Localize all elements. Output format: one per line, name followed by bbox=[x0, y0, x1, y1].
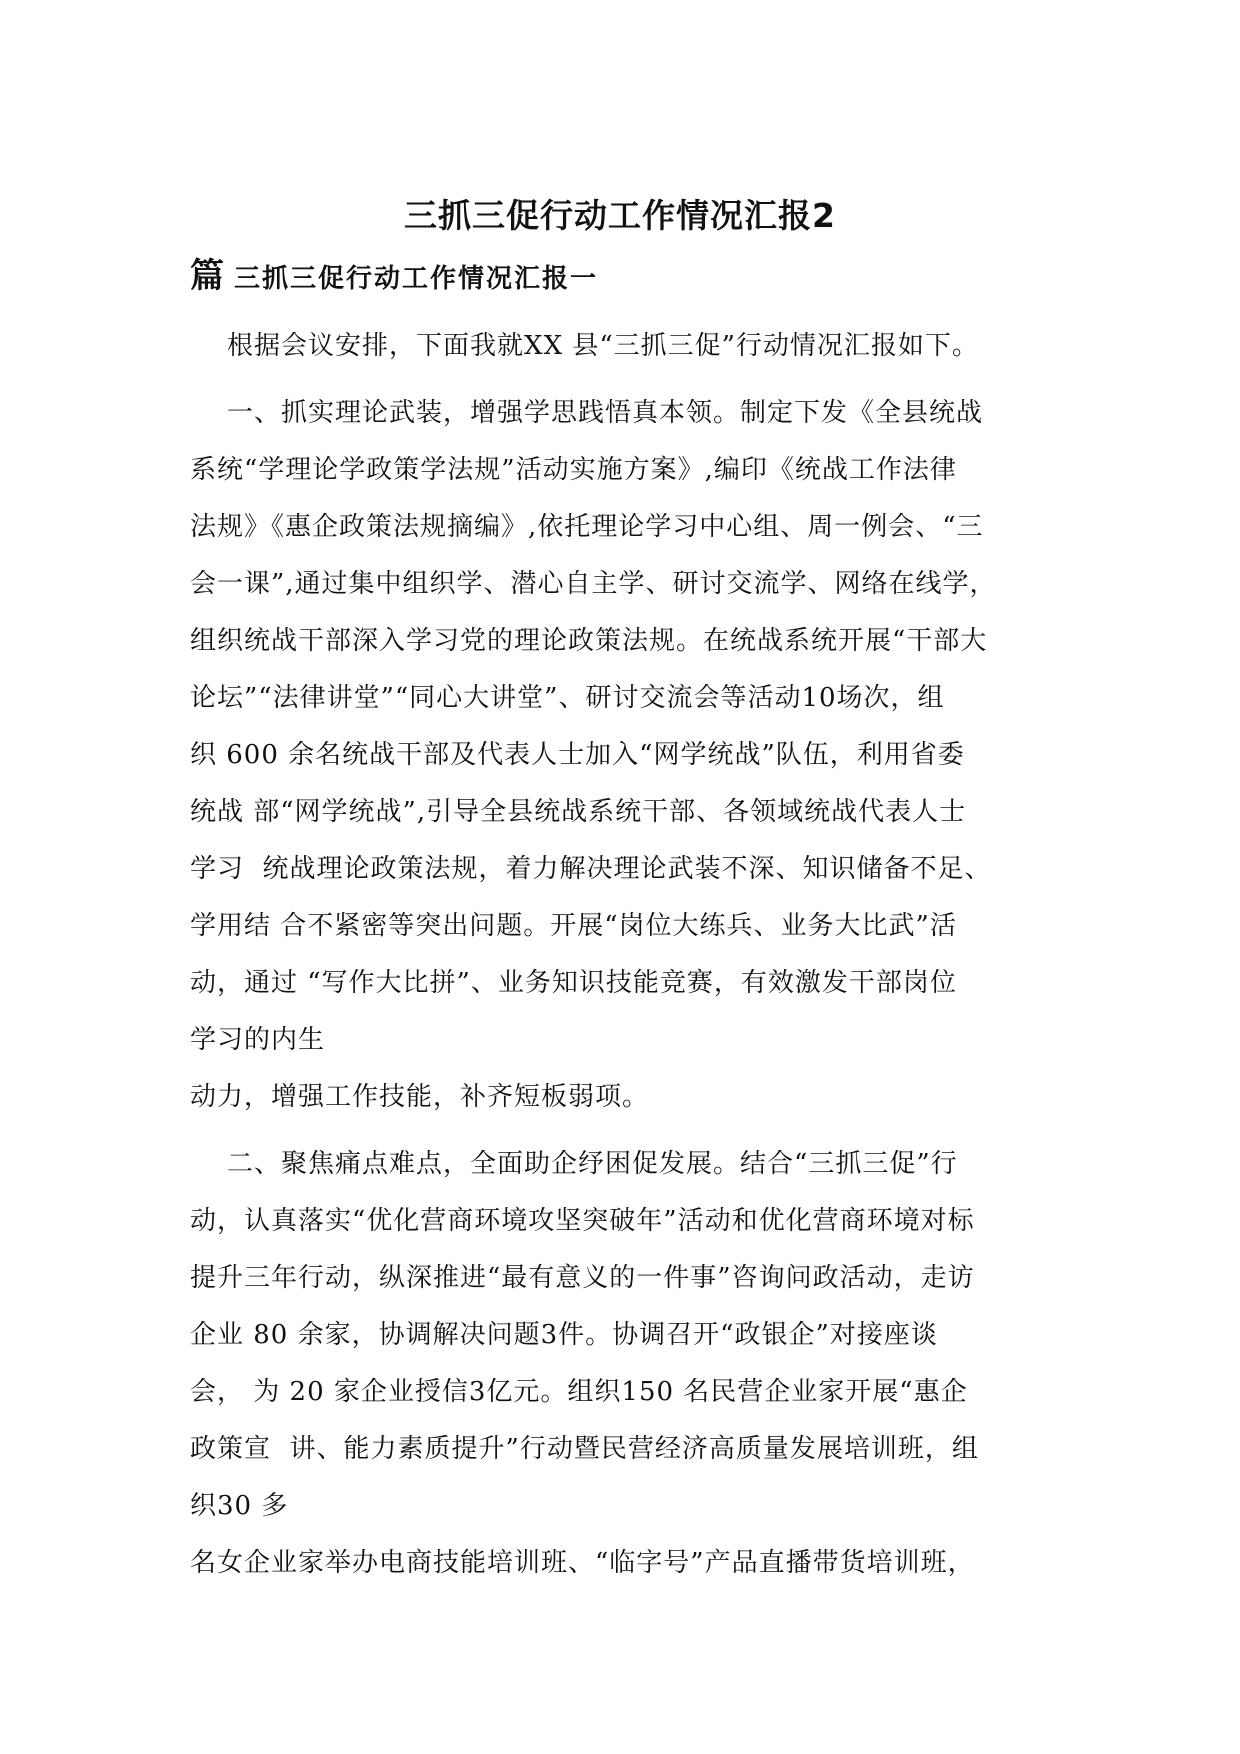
body-line: 提升三年行动，纵深推进“最有意义的一件事”咨询问政活动，走访 bbox=[190, 1263, 975, 1293]
body-line: 会一课”,通过集中组织学、潜心自主学、研讨交流学、网络在线学， bbox=[190, 569, 997, 599]
subtitle-text: 三抓三促行动工作情况汇报一 bbox=[234, 264, 599, 294]
body-line: 论坛”“法律讲堂”“同心大讲堂”、研讨交流会等活动10场次，组 bbox=[190, 683, 945, 713]
body-line: 政策宣 讲、能力素质提升”行动暨民营经济高质量发展培训班，组 bbox=[190, 1434, 979, 1464]
body-line: 学习的内生 bbox=[190, 1025, 326, 1055]
body-line: 根据会议安排，下面我就XX 县“三抓三促”行动情况汇报如下。 bbox=[190, 331, 979, 361]
body-line: 法规》《惠企政策法规摘编》,依托理论学习中心组、周一例会、“三 bbox=[190, 512, 984, 542]
subtitle-lead: 篇 bbox=[190, 256, 224, 296]
body-line: 统战 部“网学统战”,引导全县统战系统干部、各领域统战代表人士 bbox=[190, 797, 967, 827]
document-title: 三抓三促行动工作情况汇报2 bbox=[404, 196, 836, 235]
body-line: 组织统战干部深入学习党的理论政策法规。在统战系统开展“干部大 bbox=[190, 626, 988, 656]
body-line: 动，通过 “写作大比拼”、业务知识技能竞赛，有效激发干部岗位 bbox=[190, 968, 957, 998]
document-subtitle bbox=[190, 248, 598, 297]
body-line: 织 600 余名统战干部及代表人士加入“网学统战”队伍，利用省委 bbox=[190, 740, 965, 770]
body-line: 学习 统战理论政策法规，着力解决理论武装不深、知识储备不足、 bbox=[190, 854, 992, 884]
body-line: 系统“学理论学政策学法规”活动实施方案》,编印《统战工作法律 bbox=[190, 455, 957, 485]
paragraph-gap bbox=[190, 1126, 1070, 1136]
body-line: 名女企业家举办电商技能培训班、“临字号”产品直播带货培训班， bbox=[190, 1548, 975, 1578]
body-line: 一、抓实理论武装，增强学思践悟真本领。制定下发《全县统战 bbox=[190, 398, 984, 428]
body-line: 二、聚焦痛点难点，全面助企纾困促发展。结合“三抓三促”行 bbox=[190, 1149, 958, 1179]
document-body bbox=[190, 318, 1070, 1592]
body-line: 织30 多 bbox=[190, 1491, 289, 1521]
body-line: 企业 80 余家，协调解决问题3件。协调召开“政银企”对接座谈 bbox=[190, 1320, 938, 1350]
body-line: 动力，增强工作技能，补齐短板弱项。 bbox=[190, 1082, 650, 1112]
body-line: 学用结 合不紧密等突出问题。开展“岗位大练兵、业务大比武”活 bbox=[190, 911, 957, 941]
body-line: 会， 为 20 家企业授信3亿元。组织150 名民营企业家开展“惠企 bbox=[190, 1377, 968, 1407]
paragraph-gap bbox=[190, 375, 1070, 385]
body-line: 动，认真落实“优化营商环境攻坚突破年”活动和优化营商环境对标 bbox=[190, 1206, 975, 1236]
